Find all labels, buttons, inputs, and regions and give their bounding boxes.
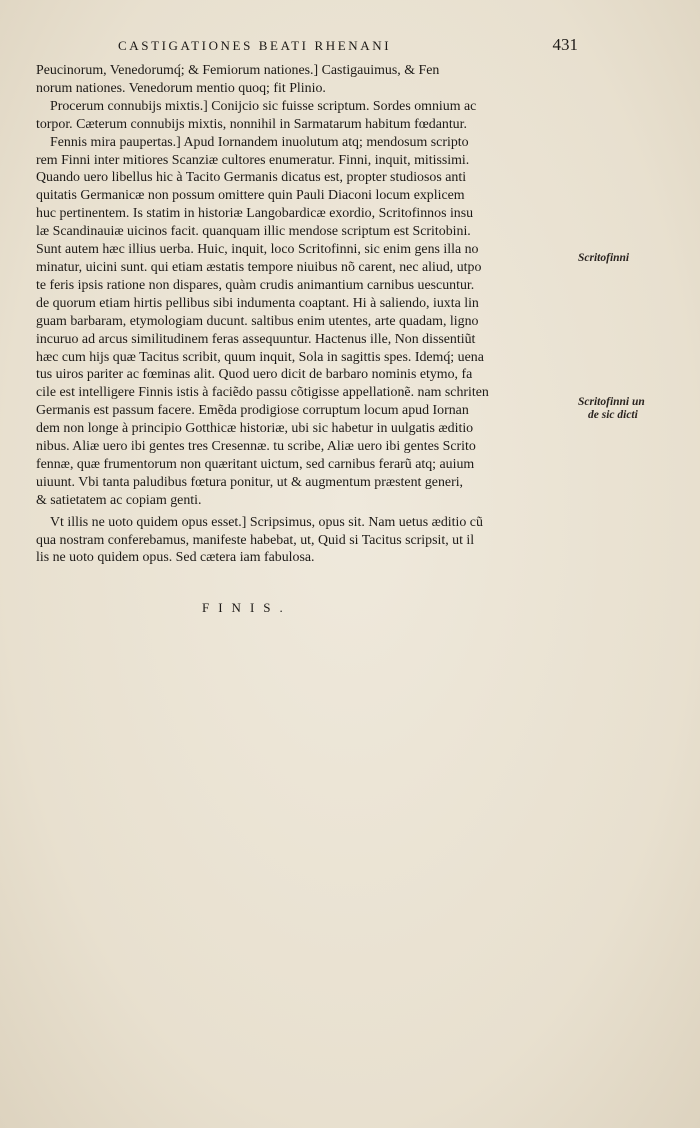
text-line: cile est intelligere Finnis istis à faciẽdo passu cõtigisse appellationẽ. nam schriten — [36, 385, 489, 401]
text-line: Vt illis ne uoto quidem opus esset.] Scripsimus, opus sit. Nam uetus æditio cũ — [50, 514, 483, 530]
text-line: de quorum etiam hirtis pellibus sibi indumenta coaptant. Hi à saliendo, iuxta lin — [36, 295, 479, 311]
text-line: te feris ipsis ratione non dispares, quàm crudis animantium carnibus uescuntur. — [36, 277, 475, 293]
text-line: læ Scandinauiæ uicinos facit. quanquam illic mendose scriptum est Scritobini. — [36, 224, 471, 240]
text-line: Peucinorum, Venedorumq́; & Femiorum nationes.] Castigauimus, & Fen — [36, 63, 440, 78]
text-line: dem non longe à principio Gotthicæ historiæ, ubi sic habetur in uulgatis æditio — [36, 421, 474, 437]
text-line: guam barbaram, etymologiam ducunt. saltibus enim utentes, arte quadam, ligno — [36, 313, 479, 329]
text-line: Germanis est passum facere. Emẽda prodigiose corruptum locum apud Iornan — [36, 403, 469, 419]
main-text — [36, 62, 572, 567]
text-line: minatur, uicini sunt. qui etiam æstatis tempore niuibus nõ carent, nec aliud, utpo — [36, 259, 482, 275]
margin-note-line: Scritofinni un — [578, 396, 645, 408]
text-line: lis ne uoto quidem opus. Sed cætera iam fabulosa. — [36, 550, 315, 566]
text-line: norum nationes. Venedorum mentio quoq; fit Plinio. — [36, 80, 326, 96]
text-line: Fennis mira paupertas.] Apud Iornandem inuolutum atq; mendosum scripto — [50, 134, 469, 150]
text-line: fennæ, quæ frumentorum non quæritant uictum, sed carnibus ferarũ atq; auium — [36, 456, 475, 472]
running-header — [118, 35, 578, 58]
text-line: torpor. Cæterum connubijs mixtis, nonnihil in Sarmatarum habitum fœdantur. — [36, 116, 467, 132]
text-line: & satietatem ac copiam genti. — [36, 492, 202, 508]
text-line: Procerum connubijs mixtis.] Conijcio sic fuisse scriptum. Sordes omnium ac — [50, 98, 477, 114]
text-line: incuruo ad arcus similitudinem feras assequuntur. Hactenus ille, Non dissentiũt — [36, 331, 476, 347]
text-line: qua nostram conferebamus, manifeste habebat, ut, Quid si Tacitus scripsit, ut il — [36, 532, 475, 548]
text-line: huc pertinentem. Is statim in historiæ Langobardicæ exordio, Scritofinnos insu — [36, 206, 474, 222]
text-line: nibus. Aliæ uero ibi gentes tres Cresennæ. tu scribe, Aliæ uero ibi gentes Scrito — [36, 439, 476, 455]
running-title: CASTIGATIONES BEATI RHENANI — [118, 38, 392, 53]
text-line: tus uiros pariter ac fœminas alit. Quod uero dicit de barbaro nominis etymo, fa — [36, 367, 473, 383]
text-line: Quando uero libellus hic à Tacito Germanis dicatus est, propter studiosos anti — [36, 170, 467, 186]
text-line: rem Finni inter mitiores Scanziæ cultores enumeratur. Finni, inquit, mitissimi. — [36, 152, 470, 168]
margin-note-line: de sic dicti — [588, 409, 638, 421]
text-line: quitatis Germanicæ non possum omittere quin Pauli Diaconi locum explicem — [36, 188, 465, 204]
text-line: Sunt autem hæc illius uerba. Huic, inquit, loco Scritofinni, sic enim gens illa no — [36, 242, 479, 258]
finis-colophon: FINIS. — [202, 600, 292, 615]
text-line: uiuunt. Vbi tanta paludibus fœtura ponitur, ut & augmentum præstent generi, — [36, 474, 464, 490]
text-line: hæc cum hijs quæ Tacitus scribit, quum inquit, Sola in sagittis spes. Idemq́; uena — [36, 349, 484, 365]
margin-note-scritofinni: Scritofinni — [578, 252, 630, 264]
page-number: 431 — [552, 35, 578, 54]
margin-note-scritofinni-unde — [578, 396, 645, 422]
